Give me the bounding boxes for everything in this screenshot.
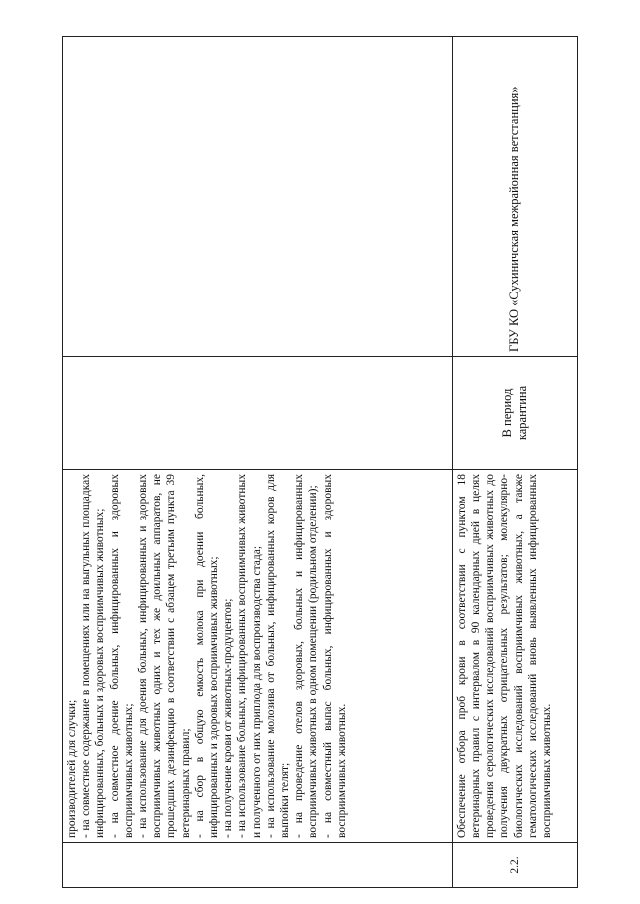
restriction-line: производителей для случки; — [66, 699, 78, 838]
restriction-line: - на получение крови от животных-продуцентов; — [222, 598, 235, 838]
restriction-line: - на проведение отелов здоровых, больных и инфицированных восприимчивых животных в одном помещении (родильном отделении); — [293, 474, 320, 838]
table-row — [452, 37, 577, 888]
measure-description-cell — [63, 470, 453, 843]
restriction-line: - на использование больных, инфицированных восприимчивых животных и полученного от них приплода для воспроизводства стада; — [236, 474, 263, 838]
term-cell — [63, 357, 453, 470]
row-number-cell — [63, 843, 453, 888]
measures-table — [62, 36, 578, 888]
restriction-line: - на совместное доение больных, инфицированных и здоровых восприимчивых животных; — [108, 474, 135, 838]
restriction-line: - на сбор в общую емкость молока при доении больных, инфицированных и здоровых восприимчивых животных; — [193, 474, 221, 838]
table-row — [63, 37, 453, 888]
restriction-line: - на использование молозива от больных, инфицированных коров для выпойки телят; — [264, 474, 292, 838]
restriction-line: - на совместное содержание в помещениях или на выгульных площадках инфицированных, больных и здоровых восприимчивых животных; — [80, 474, 107, 838]
responsible-cell: ГБУ КО «Сухиничская межрайонная ветстанция» — [452, 37, 577, 357]
rotated-page-content — [62, 36, 578, 888]
row-number-cell: 2.2. — [452, 843, 577, 888]
responsible-cell — [63, 37, 453, 357]
restriction-line: - на совместный выпас больных, инфицированных и здоровых восприимчивых животных. — [321, 474, 348, 838]
restriction-line: - на использование для доения больных, инфицированных и здоровых восприимчивых животных одних и тех же доильных аппаратов, не прошедших дезинфекцию в соответствии с абзацем третьим пункта 39 ветеринарных правил; — [137, 474, 192, 838]
term-cell: В период карантина — [452, 357, 577, 470]
measure-description-cell: Обеспечение отбора проб крови в соответствии с пунктом 18 ветеринарных правил с интервалом в 90 календарных дней в целях проведения серологических исследований восприимчивых животных до получения двукратных отрицательных результатов; молекулярно-биологических исследований восприимчивых животных, а также гематологических исследований вновь выявленных инфицированных восприимчивых животных. — [452, 470, 577, 843]
